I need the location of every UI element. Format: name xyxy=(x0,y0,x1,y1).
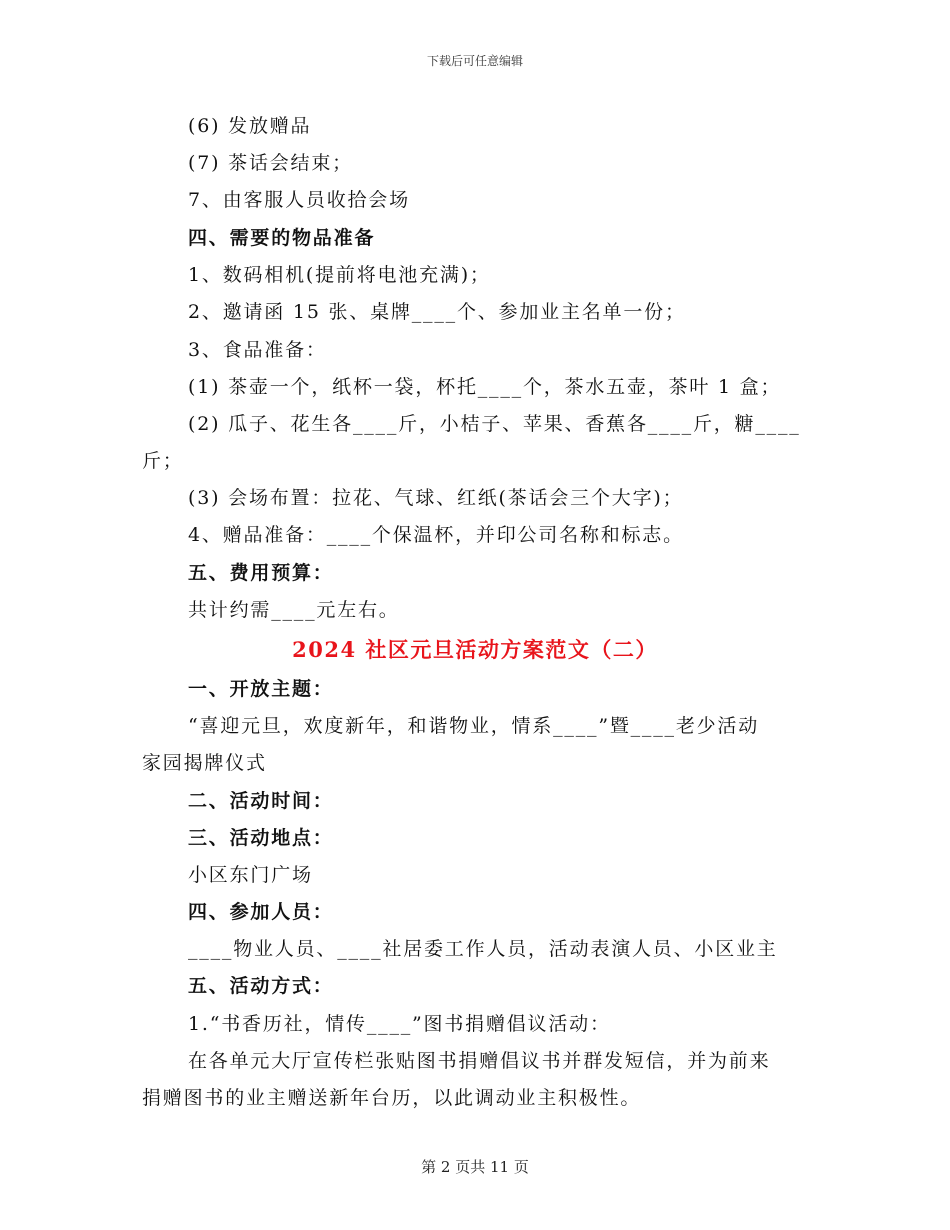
paragraph: 共计约需____元左右。 xyxy=(188,599,400,621)
list-item: (1) 茶壶一个，纸杯一袋，杯托____个，茶水五壶，茶叶 1 盒； xyxy=(188,376,782,398)
page-header: 下载后可任意编辑 xyxy=(426,54,523,68)
section-heading: 四、需要的物品准备 xyxy=(188,227,376,249)
paragraph: 小区东门广场 xyxy=(188,864,313,886)
list-item-continuation: 斤； xyxy=(142,450,184,472)
list-item: 2、邀请函 15 张、桌牌____个、参加业主名单一份； xyxy=(188,301,686,323)
paragraph-continuation: 家园揭牌仪式 xyxy=(142,752,267,774)
section-heading: 一、开放主题： xyxy=(188,678,334,700)
list-item: 7、由客服人员收拾会场 xyxy=(188,189,410,211)
paragraph-continuation: 捐赠图书的业主赠送新年台历，以此调动业主积极性。 xyxy=(142,1087,642,1109)
section-heading: 二、活动时间： xyxy=(188,790,334,812)
document-title: 2024 社区元旦活动方案范文（二） xyxy=(292,637,658,662)
list-item: (7) 茶话会结束； xyxy=(188,152,353,174)
paragraph: ____物业人员、____社居委工作人员，活动表演人员、小区业主 xyxy=(188,938,778,960)
paragraph: “喜迎元旦，欢度新年，和谐物业，情系____”暨____老少活动 xyxy=(188,715,760,737)
list-item: 3、食品准备： xyxy=(188,339,327,361)
list-item: 1、数码相机(提前将电池充满)； xyxy=(188,264,491,286)
list-item: (2) 瓜子、花生各____斤，小桔子、苹果、香蕉各____斤，糖____ xyxy=(188,413,801,435)
page-footer: 第 2 页共 11 页 xyxy=(421,1158,529,1176)
list-item: 4、赠品准备：____个保温杯，并印公司名称和标志。 xyxy=(188,524,684,546)
list-item: (3) 会场布置：拉花、气球、红纸(茶话会三个大字)； xyxy=(188,487,684,509)
section-heading: 五、费用预算： xyxy=(188,562,334,584)
list-item: 1.“书香历社，情传____”图书捐赠倡议活动： xyxy=(188,1013,611,1035)
section-heading: 四、参加人员： xyxy=(188,901,334,923)
section-heading: 三、活动地点： xyxy=(188,827,334,849)
list-item: (6) 发放赠品 xyxy=(188,115,312,137)
section-heading: 五、活动方式： xyxy=(188,975,334,997)
paragraph: 在各单元大厅宣传栏张贴图书捐赠倡议书并群发短信，并为前来 xyxy=(188,1050,771,1072)
